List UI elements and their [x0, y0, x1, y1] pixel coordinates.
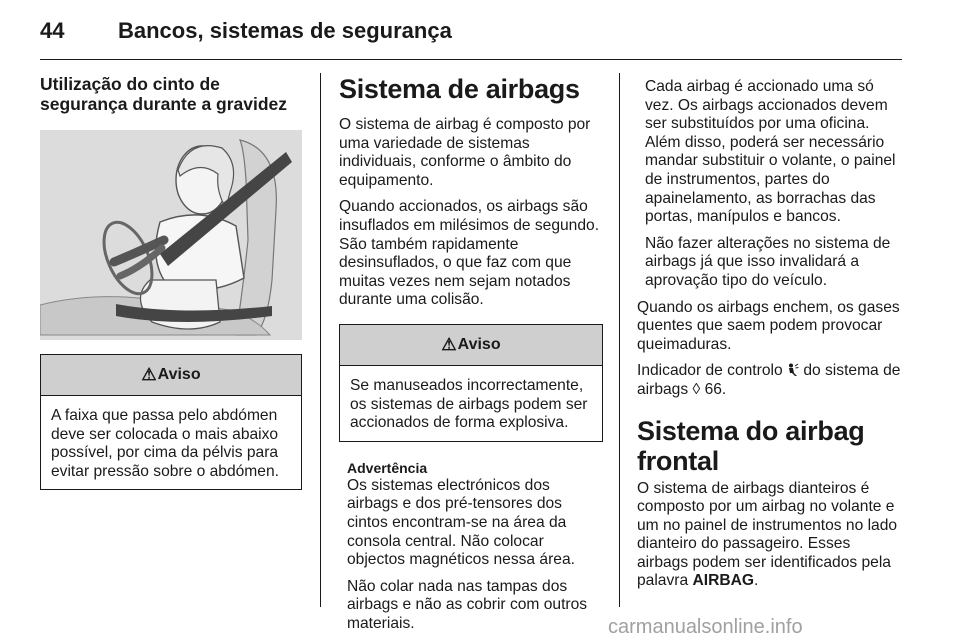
note-block [339, 460, 603, 634]
paragraph-indicator [637, 362, 903, 399]
pregnant-seatbelt-illustration [40, 130, 302, 340]
column-2 [339, 74, 603, 641]
airbag-label: AIRBAG [692, 572, 755, 590]
text-fragment: O sistema de airbags dianteiros é composto por um airbag no volante e um no painel de instrumentos no lado dianteiro do passageiro. Esses airbags podem ser identificados pela palavra [637, 479, 898, 590]
header-divider [40, 59, 902, 60]
column-1 [40, 74, 302, 490]
note-heading: Advertência [347, 459, 428, 476]
section-heading-airbag-system: Sistema de airbags [339, 74, 580, 104]
page-number: 44 [40, 18, 65, 43]
page-reference-icon: ◊ [692, 380, 701, 398]
paragraph: Cada airbag é accionado uma só vez. Os airbags accionados devem ser substituídos por uma oficina. Além disso, poderá ser necessário mandar substituir o volante, o painel de instrumentos, partes do apainelamento, as borrachas das portas, manípulos e bancos. [645, 78, 896, 226]
column-3 [637, 78, 903, 599]
column-divider-1 [320, 73, 321, 607]
warning-triangle-icon: ⚠ [141, 364, 157, 384]
text-fragment: Indicador de controlo [637, 362, 783, 380]
text-fragment: do sistema de airbags [637, 362, 901, 398]
note-paragraph: Não colar nada nas tampas dos airbags e não as cobrir com outros materiais. [347, 577, 588, 632]
paragraph [637, 480, 903, 592]
page-reference: 66. [704, 380, 727, 398]
paragraph: O sistema de airbag é composto por uma variedade de sistemas individuais, conforme o âmbito do equipamento. [339, 116, 591, 189]
warning-box-pregnancy [40, 354, 302, 490]
paragraph: Quando accionados, os airbags são insuflados em milésimos de segundo. São também rapidamente desinsuflados, o que faz com que muitas vezes nem sejam notados durante uma colisão. [339, 198, 600, 309]
warning-box-airbag [339, 324, 603, 442]
warning-text: Se manuseados incorrectamente, os sistemas de airbags podem ser accionados de forma explosiva. [350, 376, 588, 432]
airbag-indicator-icon [787, 363, 799, 377]
paragraph: Quando os airbags enchem, os gases quentes que saem podem provocar queimaduras. [637, 298, 900, 353]
column-divider-2 [619, 73, 620, 607]
text-fragment: . [754, 572, 759, 590]
warning-box-header [340, 325, 602, 366]
warning-title: Aviso [157, 365, 201, 383]
warning-box-body [340, 366, 602, 441]
note-paragraph: Os sistemas electrónicos dos airbags e dos pré-tensores dos cintos encontram-se na área da consola central. Não colocar objectos magnéticos nessa área. [347, 476, 575, 569]
warning-box-body [41, 396, 301, 489]
paragraph: Não fazer alterações no sistema de airbags já que isso invalidará a aprovação tipo do veículo. [645, 234, 891, 289]
section-heading-frontal-airbag: Sistema do airbag frontal [637, 415, 865, 476]
indented-block [637, 78, 903, 291]
warning-triangle-icon: ⚠ [441, 334, 457, 354]
chapter-title: Bancos, sistemas de segurança [118, 18, 452, 43]
watermark: carmanualsonline.info [608, 616, 803, 638]
warning-box-header [41, 355, 301, 396]
warning-text: A faixa que passa pelo abdómen deve ser colocada o mais abaixo possível, por cima da pélvis para evitar pressão sobre o abdómen. [51, 407, 279, 480]
section-heading-pregnancy: Utilização do cinto de segurança durante a gravidez [40, 74, 288, 114]
warning-title: Aviso [457, 335, 501, 353]
illustration-drawing [40, 130, 302, 340]
